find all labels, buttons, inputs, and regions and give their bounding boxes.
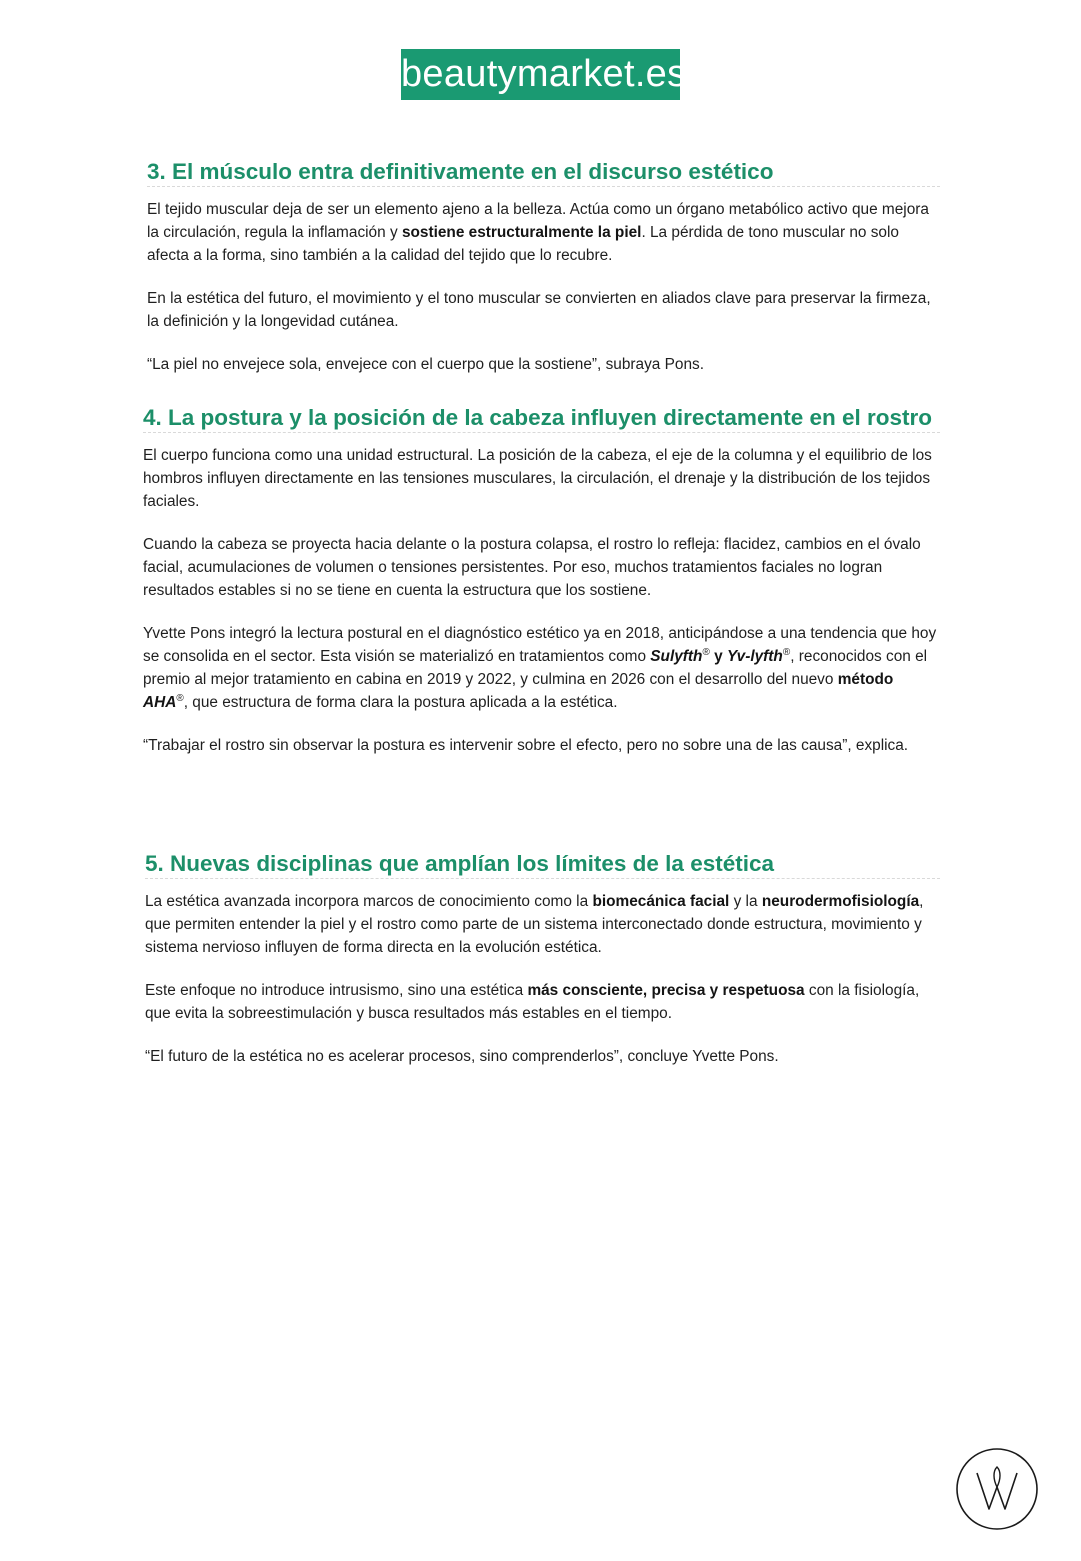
section-3 (147, 160, 940, 396)
section-5-title: 5. Nuevas disciplinas que amplían los límites de la estética (145, 852, 940, 879)
section-5-paragraph-2: Este enfoque no introduce intrusismo, sino una estética más consciente, precisa y respetuosa con la fisiología, que evita la sobreestimulación y busca resultados más estables en el tiempo. (145, 982, 920, 1022)
brand-banner[interactable]: beautymarket.es (401, 49, 680, 100)
section-5-paragraph-1: La estética avanzada incorpora marcos de conocimiento como la biomecánica facial y la neurodermofisiología, que permiten entender la piel y el rostro como parte de un sistema interconectado donde estructura, movimiento y sistema nervioso influyen de forma directa en la evolución estética. (145, 893, 924, 956)
section-4-paragraph-1: El cuerpo funciona como una unidad estructural. La posición de la cabeza, el eje de la columna y el equilibrio de los hombros influyen directamente en las tensiones musculares, la circulación, el drenaje y la distribución de los tejidos faciales. (143, 447, 932, 510)
section-4-title: 4. La postura y la posición de la cabeza influyen directamente en el rostro (143, 406, 940, 433)
section-3-paragraph-1: El tejido muscular deja de ser un elemento ajeno a la belleza. Actúa como un órgano metabólico activo que mejora la circulación, regula la inflamación y sostiene estructuralmente la piel. La pérdida de tono muscular no solo afecta a la forma, sino también a la calidad del tejido que lo recubre. (147, 201, 929, 264)
section-5-quote: “El futuro de la estética no es acelerar procesos, sino comprenderlos”, concluye Yvette Pons. (145, 1048, 779, 1065)
yp-monogram-icon (955, 1447, 1039, 1531)
section-3-title: 3. El músculo entra definitivamente en el discurso estético (147, 160, 940, 187)
section-5 (145, 852, 940, 1088)
section-4 (143, 406, 940, 777)
section-4-paragraph-3: Yvette Pons integró la lectura postural en el diagnóstico estético ya en 2018, anticipándose a una tendencia que hoy se consolida en el sector. Esta visión se materializó en tratamientos como Sulyfth® y Yv-lyfth®, reconocidos con el premio al mejor tratamiento en cabina en 2019 y 2022, y culmina en 2026 con el desarrollo del nuevo método AHA®, que estructura de forma clara la postura aplicada a la estética. (143, 625, 937, 711)
section-4-paragraph-2: Cuando la cabeza se proyecta hacia delante o la postura colapsa, el rostro lo refleja: flacidez, cambios en el óvalo facial, acumulaciones de volumen o tensiones persistentes. Por eso, muchos tratamientos faciales no logran resultados estables si no se tiene en cuenta la estructura que los sostiene. (143, 536, 921, 599)
section-3-quote: “La piel no envejece sola, envejece con el cuerpo que la sostiene”, subraya Pons. (147, 356, 704, 373)
section-3-paragraph-2: En la estética del futuro, el movimiento y el tono muscular se convierten en aliados clave para preservar la firmeza, la definición y la longevidad cutánea. (147, 290, 931, 330)
section-4-quote: “Trabajar el rostro sin observar la postura es intervenir sobre el efecto, pero no sobre una de las causa”, explica. (143, 737, 909, 754)
